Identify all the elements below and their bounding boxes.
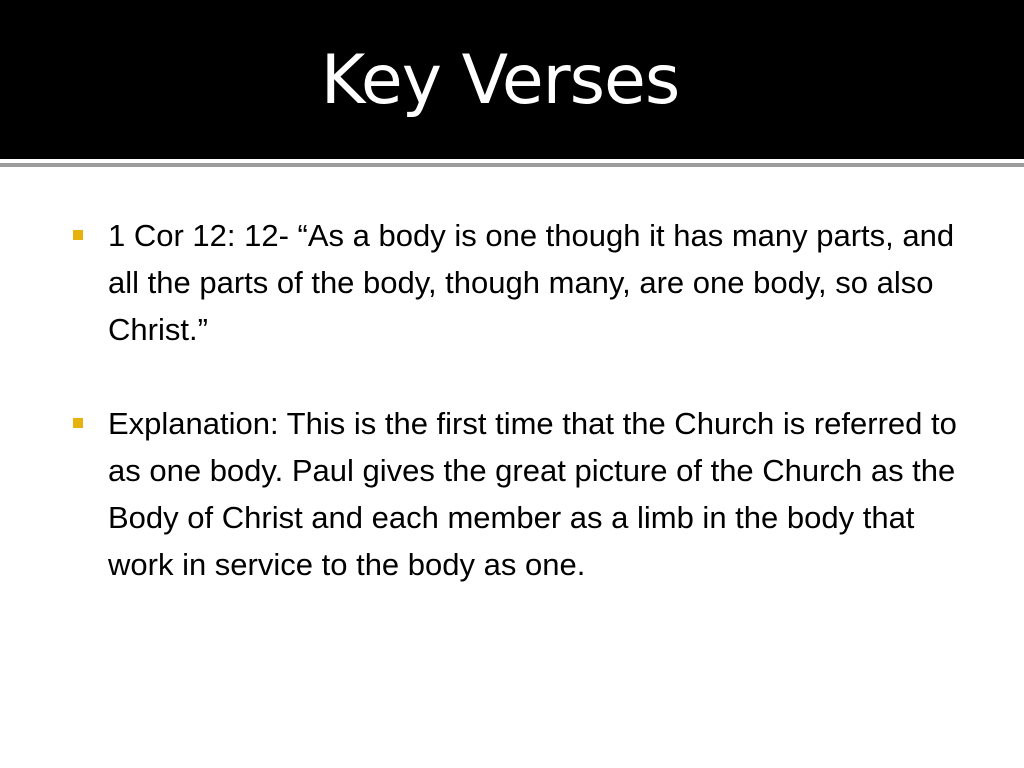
title-divider-rule bbox=[0, 163, 1024, 167]
bullet-text-verse: 1 Cor 12: 12- “As a body is one though it has many parts, and all the parts of the body, though many, are one body, so also Christ.” bbox=[108, 218, 955, 347]
bullet-item-explanation bbox=[72, 400, 972, 588]
square-bullet-icon bbox=[73, 230, 83, 240]
slide-content bbox=[72, 212, 972, 588]
bullet-item-verse bbox=[72, 212, 972, 353]
square-bullet-icon bbox=[73, 418, 83, 428]
bullet-text-explanation: Explanation: This is the first time that the Church is referred to as one body. Paul gives the great picture of the Church as the Body of Christ and each member as a limb in the body that work in service to the body as one. bbox=[108, 406, 957, 582]
slide-title: Key Verses bbox=[320, 41, 680, 120]
